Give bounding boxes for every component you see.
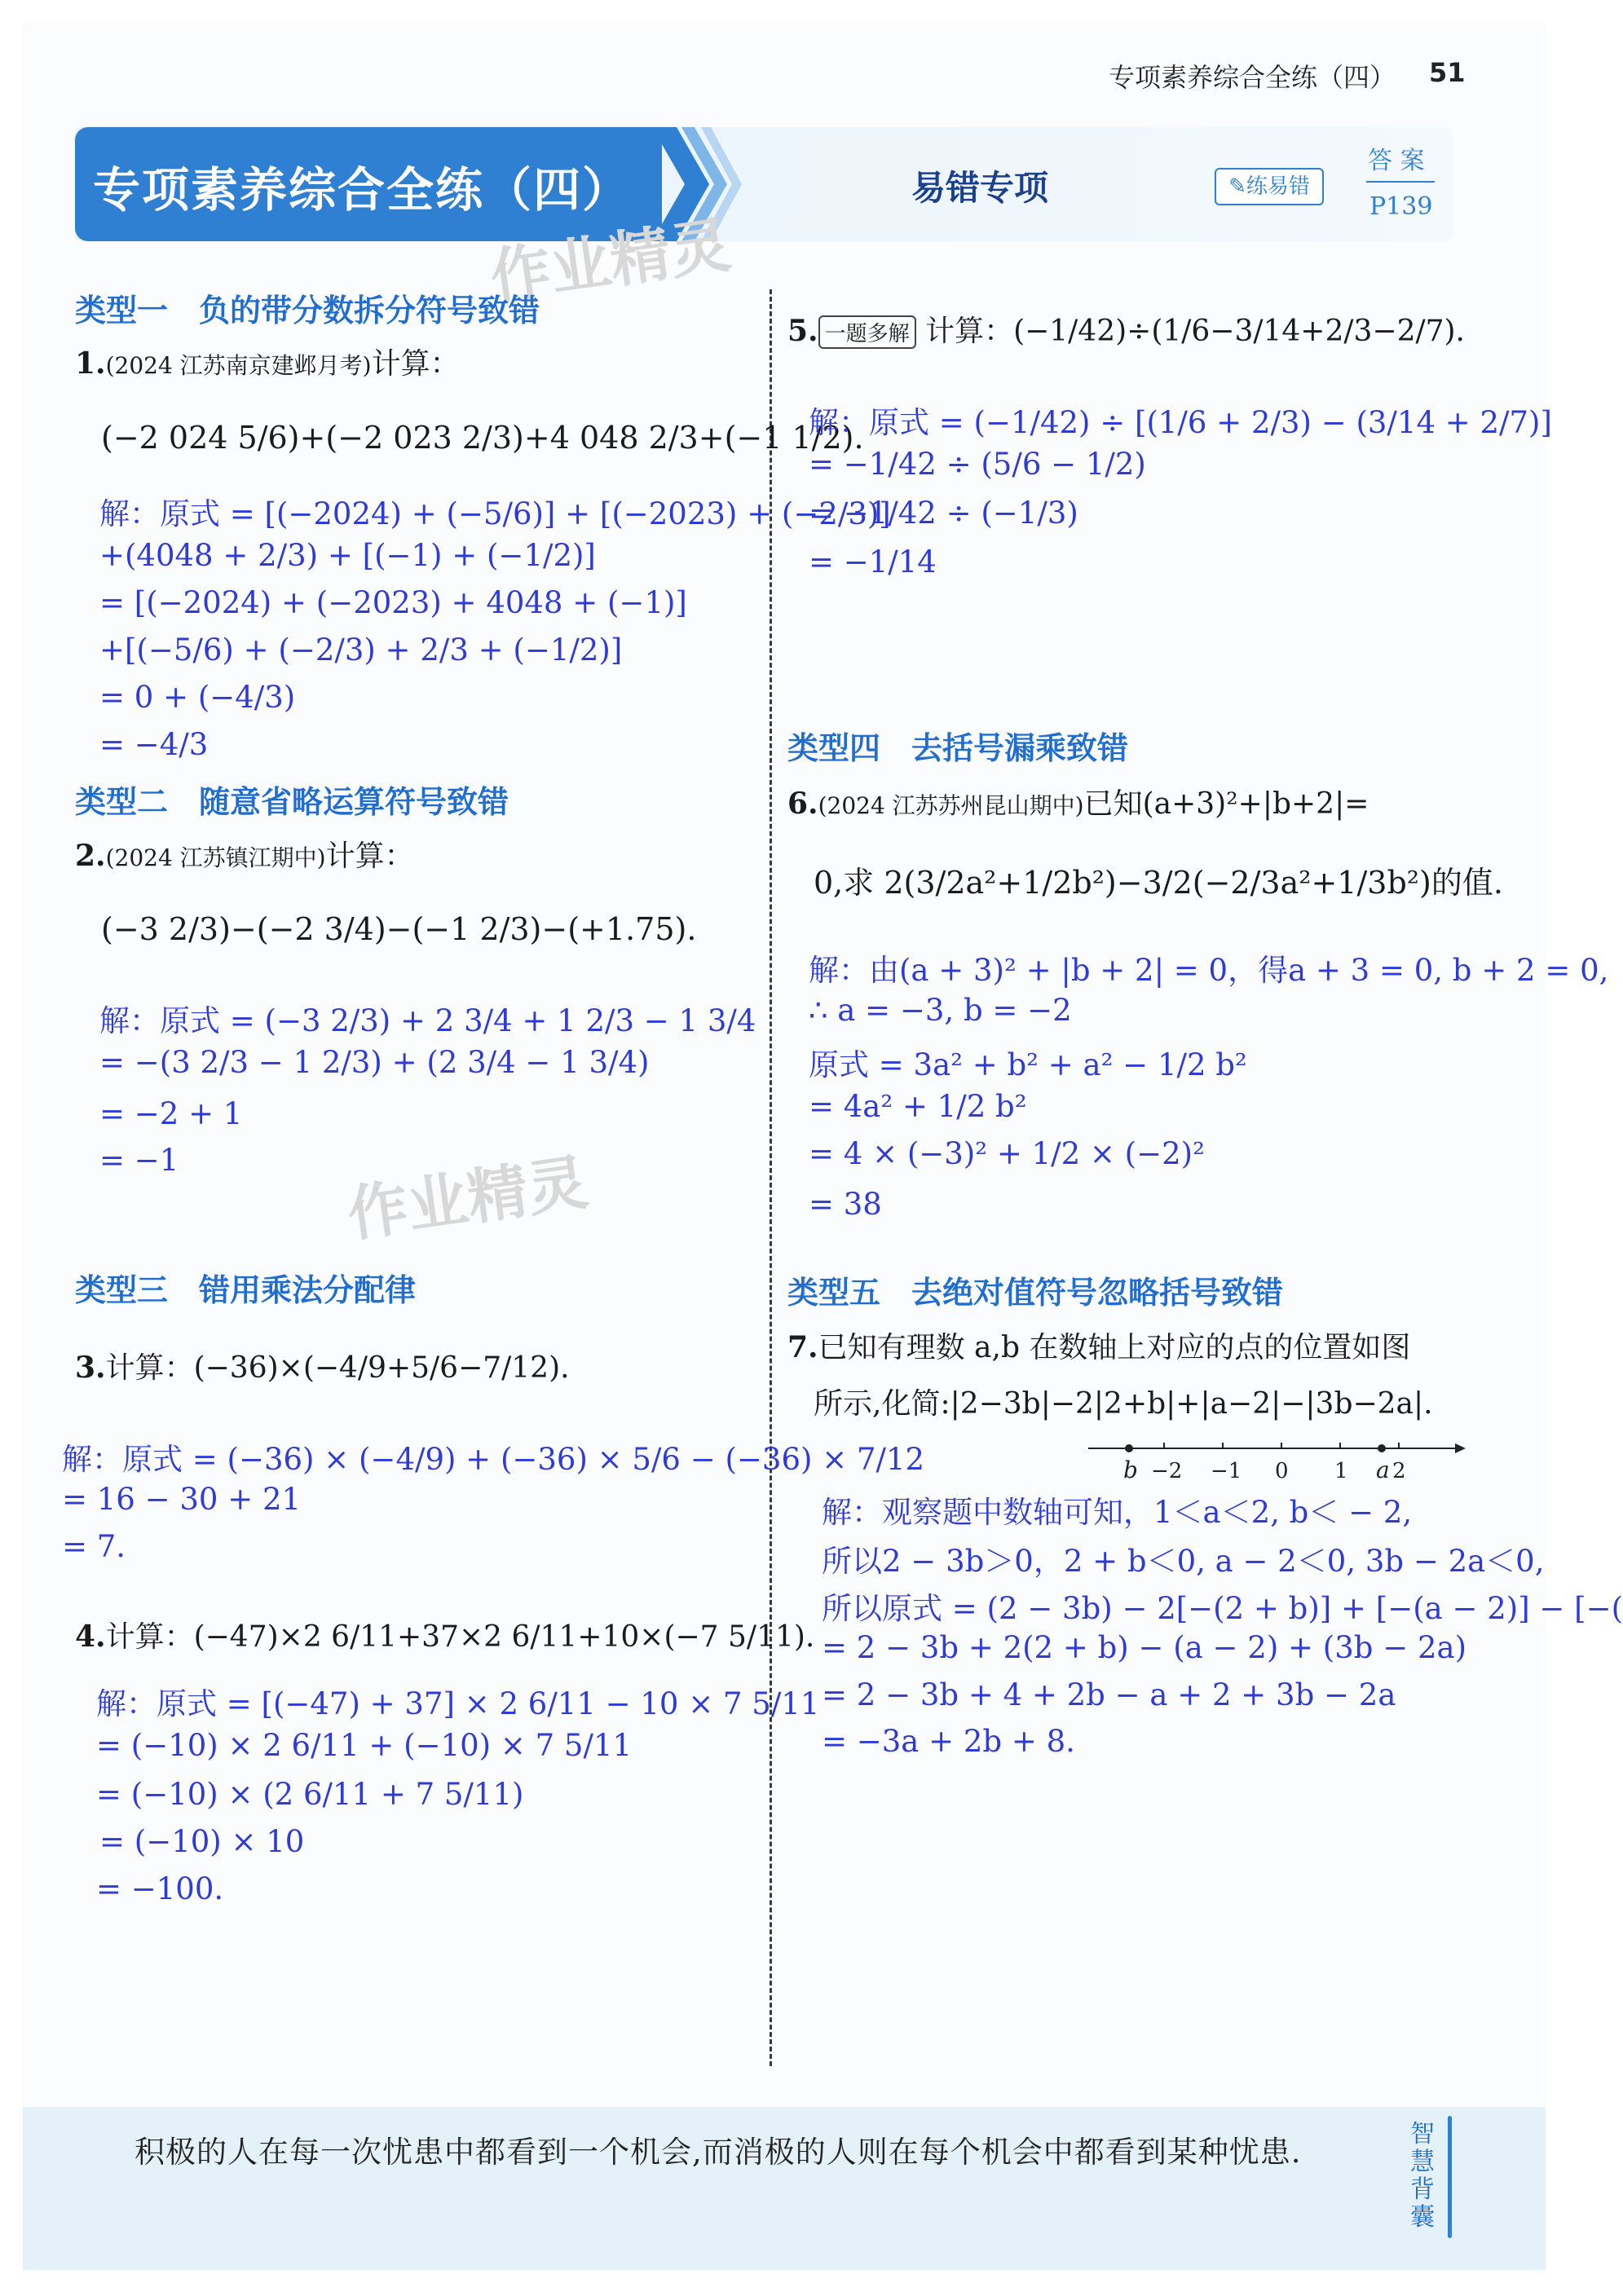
answer-divider bbox=[1366, 181, 1435, 183]
answer-label: 答 案 bbox=[1368, 147, 1425, 175]
answer-6-line: = 4a² + 1/2 b² bbox=[809, 1089, 1027, 1124]
answer-1-line: = [(−2024) + (−2023) + 4048 + (−1)] bbox=[99, 585, 687, 620]
footer-side-label: 智慧背囊 bbox=[1410, 2120, 1435, 2232]
answer-1-line: 解：原式 = [(−2024) + (−5/6)] + [(−2023) + (−2/3)] bbox=[99, 496, 891, 531]
question-4: 4.计算：(−47)×2 6/11+37×2 6/11+10×(−7 5/11). bbox=[75, 1620, 815, 1654]
answer-2-line: = −1 bbox=[99, 1143, 179, 1178]
section-heading-type2: 类型二 随意省略运算符号致错 bbox=[75, 784, 509, 820]
footer-side-bar bbox=[1448, 2116, 1452, 2238]
section-heading-type1: 类型一 负的带分数拆分符号致错 bbox=[75, 293, 540, 328]
answer-3-line: = 16 − 30 + 21 bbox=[62, 1482, 302, 1517]
question-7: 7.已知有理数 a,b 在数轴上对应的点的位置如图 bbox=[787, 1330, 1411, 1364]
question-6-expression: 0,求 2(3/2a²+1/2b²)−3/2(−2/3a²+1/3b²)的值. bbox=[814, 865, 1503, 901]
column-divider bbox=[770, 289, 772, 2066]
answer-1-line: +[(−5/6) + (−2/3) + 2/3 + (−1/2)] bbox=[99, 632, 623, 668]
watermark: 作业精灵 bbox=[486, 209, 735, 314]
section-heading-type3: 类型三 错用乘法分配律 bbox=[75, 1272, 417, 1308]
answer-4-line: = (−10) × 10 bbox=[99, 1824, 305, 1859]
section-heading-type4: 类型四 去括号漏乘致错 bbox=[787, 730, 1129, 766]
axis-tick: −1 bbox=[1211, 1459, 1242, 1483]
banner-subtitle: 易错专项 bbox=[911, 168, 1049, 208]
answer-5-line: = −1/42 ÷ (5/6 − 1/2) bbox=[809, 447, 1146, 482]
running-header-title: 专项素养综合全练（四） bbox=[1109, 62, 1396, 93]
question-1: 1.(2024 江苏南京建邺月考)计算： bbox=[75, 346, 460, 381]
axis-point-a: a bbox=[1376, 1456, 1390, 1483]
answer-6-line: = 38 bbox=[809, 1187, 882, 1222]
answer-6-line: 解：由(a + 3)² + |b + 2| = 0，得a + 3 = 0, b + 2 = 0, bbox=[809, 953, 1609, 988]
answer-4-line: = (−10) × 2 6/11 + (−10) × 7 5/11 bbox=[96, 1728, 633, 1763]
question-2-expression: (−3 2/3)−(−2 3/4)−(−1 2/3)−(+1.75). bbox=[101, 911, 697, 947]
banner-title: 专项素养综合全练（四） bbox=[93, 162, 632, 218]
answer-7-line: 所以2 − 3b＞0，2 + b＜0, a − 2＜0, 3b − 2a＜0, bbox=[822, 1544, 1545, 1579]
question-7-line2: 所示,化简:|2−3b|−2|2+b|+|a−2|−|3b−2a|. bbox=[814, 1387, 1433, 1421]
axis-tick: 2 bbox=[1392, 1459, 1406, 1483]
answer-4-line: 解：原式 = [(−47) + 37] × 2 6/11 − 10 × 7 5/11 bbox=[96, 1686, 820, 1721]
watermark: 作业精灵 bbox=[343, 1147, 593, 1251]
page-number: 51 bbox=[1429, 57, 1466, 88]
answer-3-line: = 7. bbox=[62, 1529, 126, 1564]
answer-6-line: ∴ a = −3, b = −2 bbox=[809, 993, 1072, 1028]
answer-2-line: 解：原式 = (−3 2/3) + 2 3/4 + 1 2/3 − 1 3/4 bbox=[99, 1003, 756, 1038]
answer-7-line: 所以原式 = (2 − 3b) − 2[−(2 + b)] + [−(a − 2)] − [−( bbox=[822, 1591, 1623, 1626]
answer-1-line: = −4/3 bbox=[99, 727, 209, 762]
footer-quote: 积极的人在每一次忧患中都看到一个机会,而消极的人则在每个机会中都看到某种忧患. bbox=[135, 2135, 1302, 2170]
question-6: 6.(2024 江苏苏州昆山期中)已知(a+3)²+|b+2|= bbox=[787, 787, 1369, 821]
answer-2-line: = −(3 2/3 − 1 2/3) + (2 3/4 − 1 3/4) bbox=[99, 1045, 650, 1080]
multi-solution-badge: 一题多解 bbox=[818, 315, 916, 349]
answer-5-line: = −1/42 ÷ (−1/3) bbox=[809, 496, 1078, 531]
answer-1-line: = 0 + (−4/3) bbox=[99, 680, 296, 715]
axis-tick: 0 bbox=[1275, 1459, 1289, 1483]
answer-1-line: +(4048 + 2/3) + [(−1) + (−1/2)] bbox=[99, 538, 596, 573]
practice-tag: ✎练易错 bbox=[1215, 168, 1324, 205]
question-1-expression: (−2 024 5/6)+(−2 023 2/3)+4 048 2/3+(−1 1/2). bbox=[101, 420, 864, 456]
answer-6-line: 原式 = 3a² + b² + a² − 1/2 b² bbox=[809, 1047, 1247, 1082]
answer-4-line: = (−10) × (2 6/11 + 7 5/11) bbox=[96, 1777, 524, 1812]
answer-page: P139 bbox=[1369, 192, 1433, 221]
answer-5-line: 解：原式 = (−1/42) ÷ [(1/6 + 2/3) − (3/14 + 2/7)] bbox=[809, 405, 1552, 440]
answer-2-line: = −2 + 1 bbox=[99, 1096, 243, 1131]
answer-3-line: 解：原式 = (−36) × (−4/9) + (−36) × 5/6 − (−36) × 7/12 bbox=[62, 1442, 925, 1477]
pen-icon: ✎ bbox=[1228, 174, 1246, 199]
axis-point-b: b bbox=[1123, 1456, 1138, 1483]
answer-5-line: = −1/14 bbox=[809, 544, 937, 580]
answer-7-line: = −3a + 2b + 8. bbox=[822, 1724, 1075, 1759]
answer-7-line: 解：观察题中数轴可知，1＜a＜2, b＜ − 2, bbox=[822, 1495, 1413, 1530]
question-3: 3.计算：(−36)×(−4/9+5/6−7/12). bbox=[75, 1351, 570, 1385]
answer-6-line: = 4 × (−3)² + 1/2 × (−2)² bbox=[809, 1136, 1205, 1171]
answer-7-line: = 2 − 3b + 4 + 2b − a + 2 + 3b − 2a bbox=[822, 1677, 1396, 1712]
axis-tick: −2 bbox=[1151, 1459, 1183, 1483]
section-heading-type5: 类型五 去绝对值符号忽略括号致错 bbox=[787, 1275, 1284, 1311]
question-2: 2.(2024 江苏镇江期中)计算： bbox=[75, 839, 414, 873]
axis-tick: 1 bbox=[1334, 1459, 1348, 1483]
question-5: 5. 一题多解 计算：(−1/42)÷(1/6−3/14+2/3−2/7). bbox=[787, 314, 1466, 348]
answer-7-line: = 2 − 3b + 2(2 + b) − (a − 2) + (3b − 2a) bbox=[822, 1630, 1467, 1665]
answer-4-line: = −100. bbox=[96, 1871, 224, 1906]
number-line bbox=[1084, 1430, 1467, 1487]
